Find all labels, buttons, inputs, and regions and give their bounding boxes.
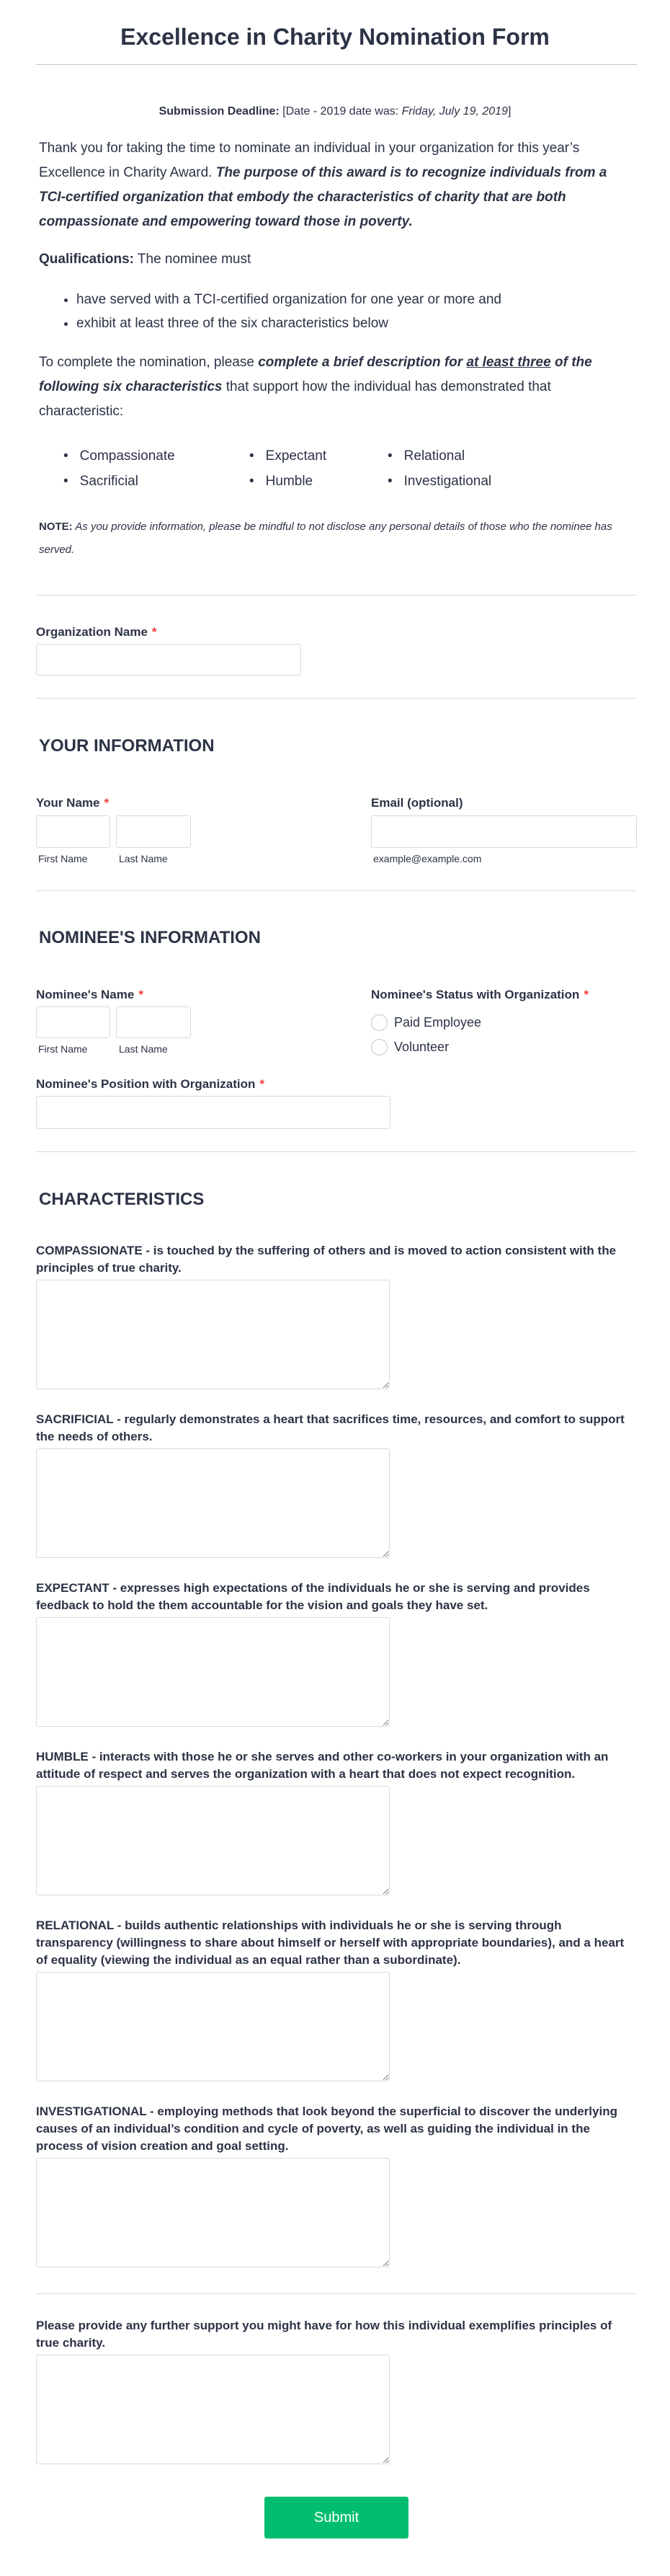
- email-label: Email (optional): [371, 796, 463, 810]
- nominee-name-label: [36, 987, 324, 1003]
- instructions-emphasis: of the following six characteristics: [39, 355, 592, 394]
- list-item: • Sacrificial: [63, 469, 249, 494]
- investigational-label: INVESTIGATIONAL - employing methods that look beyond the superficial to discover the underlying causes of an individual’s condition and cycle of poverty, as well as guiding the individual in the process of vision creation and goal setting.: [36, 2104, 617, 2153]
- investigational-textarea[interactable]: [36, 2158, 390, 2267]
- relational-textarea[interactable]: [36, 1972, 390, 2081]
- your-name-label: [36, 795, 324, 811]
- sacrificial-textarea[interactable]: [36, 1448, 390, 1558]
- further-support-label: Please provide any further support you might have for how this individual exemplifies principles of true charity.: [36, 2319, 612, 2350]
- label-text: Nominee's Status with Organization: [371, 988, 580, 1001]
- qualifications-text: The nominee must: [133, 252, 251, 267]
- deadline-end: ]: [507, 105, 512, 118]
- intro-purpose: The purpose of this award is to recognize individuals from a TCI-certified organization that embody the characteristics of charity that are both compassionate and empowering toward those in poverty.: [39, 165, 607, 229]
- organization-name-input[interactable]: [36, 644, 301, 676]
- your-first-name-input[interactable]: [36, 815, 110, 848]
- required-asterisk: *: [138, 988, 143, 1001]
- radio-volunteer[interactable]: [371, 1039, 449, 1055]
- divider: [36, 698, 637, 699]
- instructions-text: To complete the nomination, please: [39, 355, 259, 370]
- last-name-sublabel: Last Name: [119, 853, 168, 864]
- first-name-sublabel: First Name: [38, 1043, 88, 1055]
- radio-paid-employee[interactable]: [371, 1014, 481, 1031]
- list-item: • exhibit at least three of the six characteristics below: [76, 311, 637, 335]
- nominee-position-input[interactable]: [36, 1096, 390, 1129]
- relational-label: RELATIONAL - builds authentic relationships with individuals he or she is serving through transparency (willingness to share about himself or herself with appropriate boundaries), and a heart of equality (viewing the individual as an equal rather than a subordinate).: [36, 1918, 625, 1967]
- divider: [36, 2293, 637, 2294]
- expectant-label: EXPECTANT - expresses high expectations of the individuals he or she is serving and provides feedback to hold the them accountable for the vision and goals they have set.: [36, 1581, 590, 1612]
- radio-label: Volunteer: [394, 1040, 450, 1054]
- label-text: Organization Name: [36, 625, 148, 639]
- intro-paragraph: [39, 136, 637, 234]
- deadline-text: [Date - 2019 date was:: [279, 105, 402, 118]
- characteristics-heading: CHARACTERISTICS: [39, 1190, 205, 1209]
- organization-name-label: [36, 624, 637, 640]
- nominee-last-name-input[interactable]: [116, 1006, 191, 1038]
- instructions-paragraph: [39, 350, 637, 424]
- privacy-note: [39, 515, 637, 562]
- required-asterisk: *: [584, 988, 589, 1001]
- list-item: • Investigational: [388, 469, 532, 494]
- characteristics-section: [36, 1190, 637, 2563]
- label-text: Your Name: [36, 796, 100, 810]
- required-asterisk: *: [259, 1077, 265, 1091]
- instructions-underline: at least three: [466, 355, 551, 370]
- compassionate-label: COMPASSIONATE - is touched by the suffering of others and is moved to action consistent with the principles of true charity.: [36, 1244, 617, 1275]
- intro-text: Thank you for taking the time to nominate an individual in your organization for this year’s Excellence in Charity Award.: [39, 141, 580, 180]
- deadline-label: Submission Deadline:: [158, 105, 280, 118]
- your-last-name-input[interactable]: [116, 815, 191, 848]
- required-asterisk: *: [151, 625, 157, 639]
- email-sublabel: example@example.com: [373, 853, 482, 864]
- expectant-textarea[interactable]: [36, 1617, 390, 1727]
- compassionate-textarea[interactable]: [36, 1280, 390, 1389]
- nominee-information-heading: NOMINEE'S INFORMATION: [39, 928, 261, 947]
- nominee-first-name-input[interactable]: [36, 1006, 110, 1038]
- submit-row: [36, 2497, 637, 2563]
- divider: [36, 595, 637, 596]
- required-asterisk: *: [104, 796, 110, 810]
- radio-circle-icon[interactable]: [371, 1039, 388, 1055]
- instructions-text: that support how the individual has demonstrated that characteristic:: [39, 379, 551, 419]
- divider: [36, 1151, 637, 1152]
- list-item: • Compassionate: [63, 443, 249, 469]
- deadline-date: Friday, July 19, 2019: [401, 105, 508, 118]
- nominee-status-label: [371, 987, 637, 1003]
- divider: [36, 64, 637, 65]
- humble-label: HUMBLE - interacts with those he or she serves and other co-workers in your organization with an attitude of respect and serves the organization with a heart that does not expect recognition.: [36, 1750, 609, 1781]
- nominee-position-label: [36, 1076, 637, 1092]
- your-information-heading: YOUR INFORMATION: [39, 736, 215, 756]
- list-item: • Humble: [249, 469, 388, 494]
- email-input[interactable]: [371, 815, 637, 848]
- divider: [36, 890, 637, 891]
- list-item: • Expectant: [249, 443, 388, 469]
- qualifications-label: Qualifications:: [39, 252, 134, 267]
- note-label: NOTE:: [39, 521, 73, 533]
- page-title: Excellence in Charity Nomination Form: [120, 24, 550, 50]
- radio-circle-icon[interactable]: [371, 1014, 388, 1031]
- instructions-emphasis: complete a brief description for: [258, 355, 467, 370]
- note-text: As you provide information, please be mindful to not disclose any personal details of those who the nominee has served.: [39, 521, 612, 556]
- submit-button[interactable]: Submit: [264, 2497, 408, 2539]
- characteristics-list: [63, 443, 568, 494]
- list-item: • Relational: [388, 443, 532, 469]
- radio-label: Paid Employee: [394, 1015, 482, 1030]
- sacrificial-label: SACRIFICIAL - regularly demonstrates a heart that sacrifices time, resources, and comfort to support the needs of others.: [36, 1412, 625, 1443]
- qualifications: [39, 247, 637, 272]
- submission-deadline: [0, 105, 670, 119]
- label-text: Nominee's Position with Organization: [36, 1077, 256, 1091]
- last-name-sublabel: Last Name: [119, 1043, 168, 1055]
- further-support-textarea[interactable]: [36, 2355, 390, 2464]
- humble-textarea[interactable]: [36, 1786, 390, 1895]
- label-text: Nominee's Name: [36, 988, 135, 1001]
- list-item: • have served with a TCI-certified organization for one year or more and: [76, 288, 637, 311]
- first-name-sublabel: First Name: [38, 853, 88, 864]
- qualifications-list: [39, 288, 637, 335]
